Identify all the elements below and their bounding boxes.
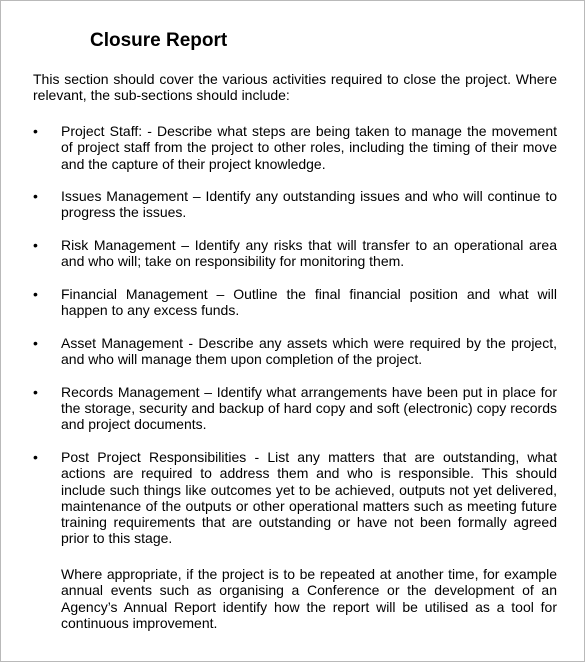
list-item-text: Post Project Responsibilities - List any matters that are outstanding, what actions are required to address them and who is responsible. This should include such things like outcomes yet to be achieved, outputs not yet delivered, maintenance of the outputs or other operational matters such as meeting future training requirements that are outstanding or have not been formally agreed prior to this stage. [61,448,557,547]
bullet-icon: • [33,383,38,400]
list-item [33,384,557,433]
intro-paragraph: This section should cover the various activities required to close the project. Where relevant, the sub-sections should include: [33,71,557,104]
bullet-icon: • [33,334,38,351]
list-item-text: Issues Management – Identify any outstanding issues and who will continue to progress the issues. [61,188,557,221]
subsection-list [33,123,557,563]
list-item [33,449,557,547]
list-item-text: Asset Management - Describe any assets which were required by the project, and who will manage them upon completion of the project. [61,334,557,368]
bullet-icon: • [33,448,38,465]
list-item [33,237,557,270]
list-item [33,335,557,368]
list-item [33,188,557,221]
list-item-text: Risk Management – Identify any risks that will transfer to an operational area and who will; take on responsibility for monitoring them. [61,237,557,270]
list-item [33,286,557,319]
closing-paragraph: Where appropriate, if the project is to be repeated at another time, for example annual events such as organising a Conference or the development of an Agency’s Annual Report identify how the report will be utilised as a tool for continuous improvement. [61,566,557,631]
bullet-icon: • [33,237,38,254]
bullet-icon: • [33,285,38,302]
bullet-icon: • [33,123,38,139]
list-item [33,123,557,172]
page-title: Closure Report [90,30,228,51]
list-item-text: Financial Management – Outline the final financial position and what will happen to any excess funds. [61,285,557,319]
list-item-text: Project Staff: - Describe what steps are being taken to manage the movement of project staff from the project to other roles, including the timing of their move and the capture of their project knowledge. [61,123,557,172]
bullet-icon: • [33,188,38,205]
list-item-text: Records Management – Identify what arrangements have been put in place for the storage, security and backup of hard copy and soft (electronic) copy records and project documents. [61,383,557,433]
